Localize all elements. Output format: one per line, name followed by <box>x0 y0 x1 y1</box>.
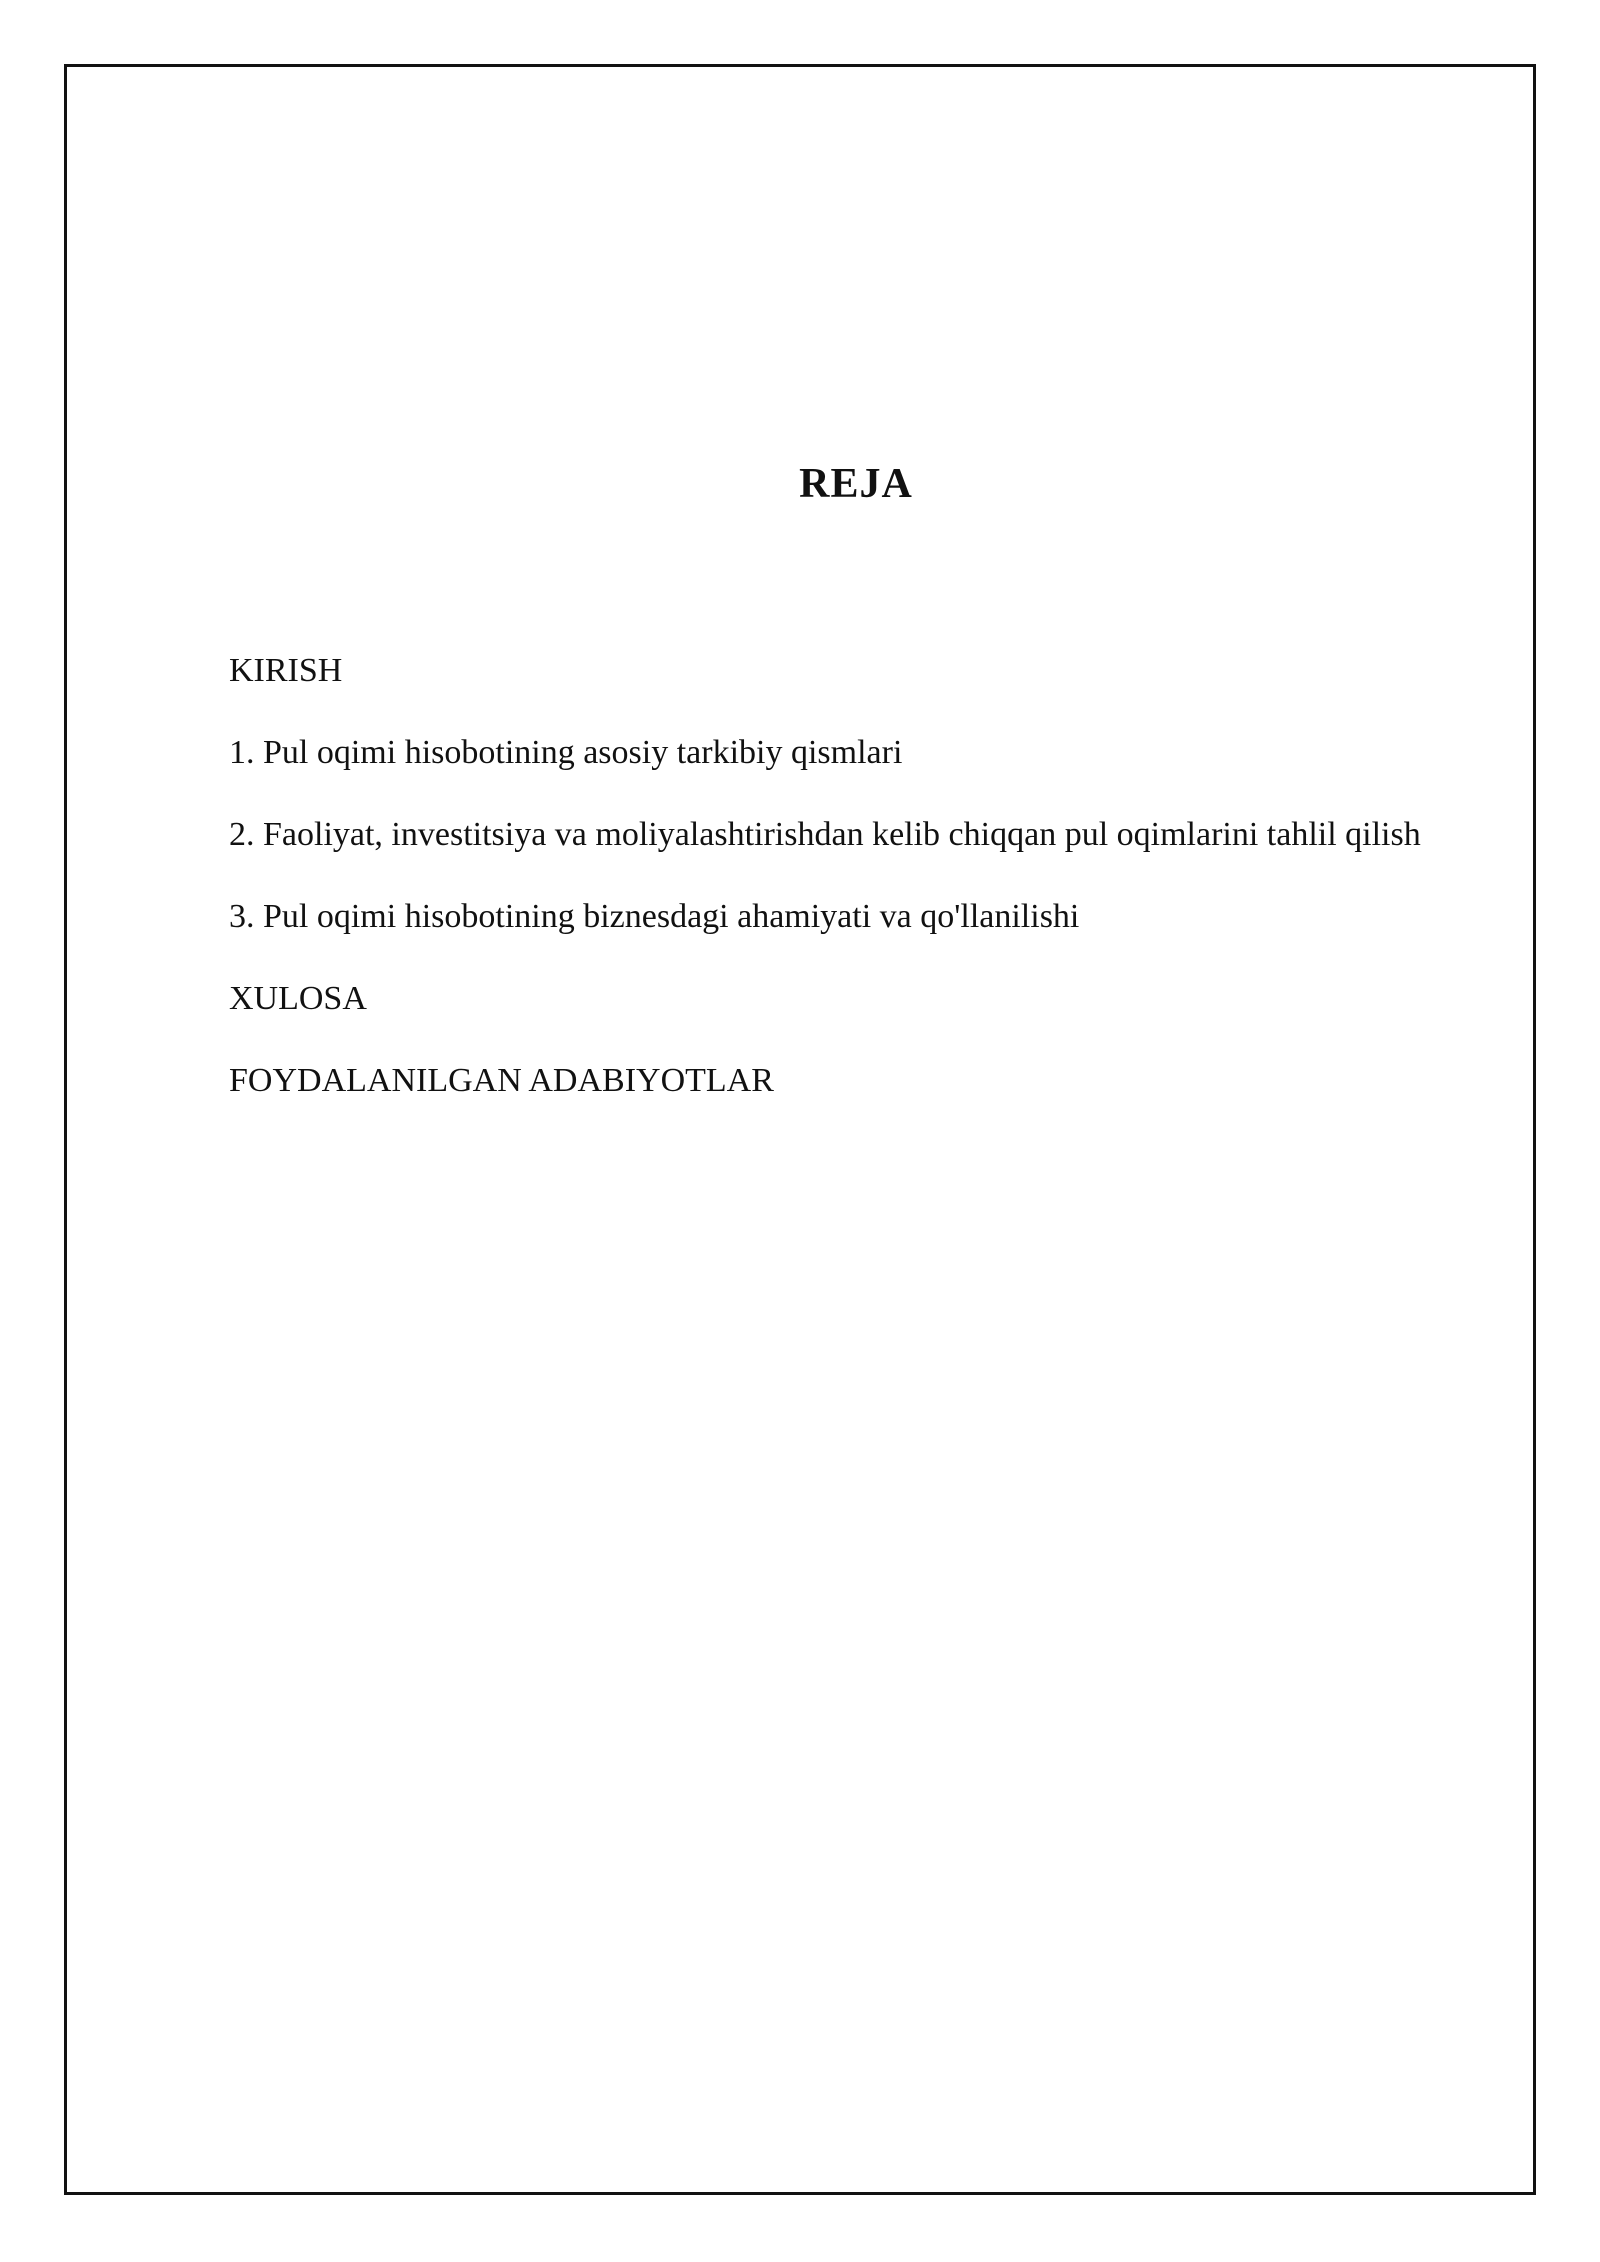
toc-item-1: 1. Pul oqimi hisobotining asosiy tarkibiy qismlari <box>229 734 903 771</box>
toc-item-xulosa: XULOSA <box>229 980 367 1017</box>
toc-item-kirish: KIRISH <box>229 652 343 689</box>
table-of-contents <box>229 638 1469 1130</box>
toc-item-3: 3. Pul oqimi hisobotining biznesdagi ahamiyati va qo'llanilishi <box>229 898 1080 935</box>
page-title: REJA <box>799 461 913 507</box>
toc-item-adabiyotlar: FOYDALANILGAN ADABIYOTLAR <box>229 1062 774 1099</box>
toc-item-2: 2. Faoliyat, investitsiya va moliyalashtirishdan kelib chiqqan pul oqimlarini tahlil qilish <box>229 816 1421 853</box>
